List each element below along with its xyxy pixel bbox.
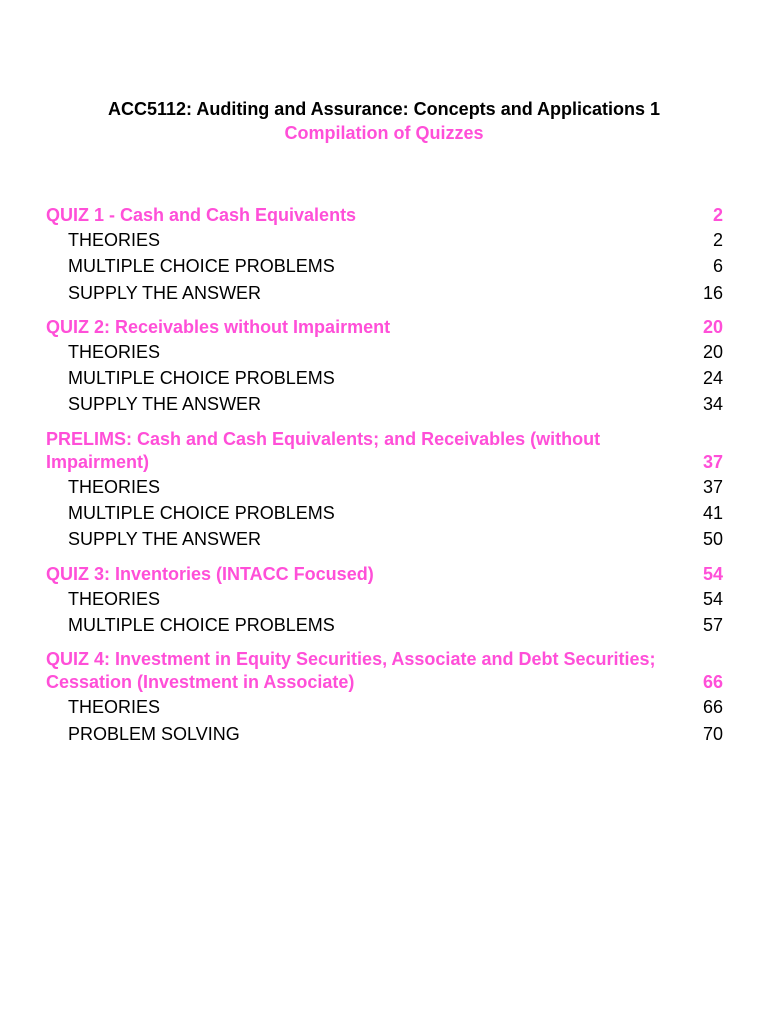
toc-entry-label: MULTIPLE CHOICE PROBLEMS — [68, 503, 335, 524]
toc-section — [46, 316, 723, 418]
toc-entry-label: THEORIES — [68, 341, 161, 362]
toc-section-heading[interactable] — [46, 204, 723, 227]
toc-section-heading[interactable] — [46, 563, 723, 586]
toc-entry[interactable] — [46, 280, 723, 306]
toc-entry-page-number: 37 — [702, 476, 723, 497]
toc-section-title: PRELIMS: Cash and Cash Equivalents; and Receivables (without Impairment) — [46, 428, 601, 472]
toc-entry-label: SUPPLY THE ANSWER — [68, 529, 262, 550]
toc-section-page-number: 37 — [702, 451, 723, 472]
toc-entry-page-number: 66 — [702, 697, 723, 718]
toc-section — [46, 648, 723, 747]
toc-entry[interactable] — [46, 391, 723, 417]
toc-entry[interactable] — [46, 526, 723, 552]
toc-section-title: QUIZ 3: Inventories (INTACC Focused) — [46, 563, 374, 584]
document-subtitle: Compilation of Quizzes — [284, 123, 484, 143]
toc-entry-label: THEORIES — [68, 476, 161, 497]
toc-section-page-number: 66 — [702, 672, 723, 693]
toc-entry-label: SUPPLY THE ANSWER — [68, 282, 262, 303]
toc-section-heading[interactable] — [46, 316, 723, 339]
toc-section-page-number: 2 — [712, 205, 723, 225]
toc-entry-page-number: 16 — [702, 282, 723, 303]
toc-section-page-number: 20 — [702, 316, 723, 337]
toc-section-title: QUIZ 4: Investment in Equity Securities, Associate and Debt Securities; Cessation (Investment in Associate) — [46, 649, 656, 693]
table-of-contents — [46, 204, 723, 757]
toc-entry-label: MULTIPLE CHOICE PROBLEMS — [68, 614, 335, 635]
toc-entry-page-number: 24 — [702, 368, 723, 389]
toc-entry-page-number: 20 — [702, 341, 723, 362]
toc-entry[interactable] — [46, 500, 723, 526]
toc-section-heading[interactable] — [46, 648, 723, 694]
toc-entry-label: PROBLEM SOLVING — [68, 723, 240, 744]
toc-section-title: QUIZ 2: Receivables without Impairment — [46, 316, 391, 337]
toc-entry[interactable] — [46, 227, 723, 253]
toc-entry[interactable] — [46, 694, 723, 720]
toc-entry-page-number: 54 — [702, 588, 723, 609]
toc-entry[interactable] — [46, 721, 723, 747]
toc-section-title: QUIZ 1 - Cash and Cash Equivalents — [46, 205, 357, 225]
toc-section — [46, 428, 723, 553]
toc-entry-page-number: 50 — [702, 529, 723, 550]
toc-section-page-number: 54 — [702, 563, 723, 584]
document-title: ACC5112: Auditing and Assurance: Concepts and Applications 1 — [107, 99, 661, 119]
toc-entry[interactable] — [46, 612, 723, 638]
toc-entry-page-number: 34 — [702, 394, 723, 415]
toc-section — [46, 563, 723, 639]
toc-entry-page-number: 70 — [702, 723, 723, 744]
toc-entry[interactable] — [46, 474, 723, 500]
toc-entry-page-number: 41 — [702, 503, 723, 524]
toc-entry-label: THEORIES — [68, 588, 161, 609]
toc-section-heading[interactable] — [46, 428, 723, 474]
toc-entry[interactable] — [46, 253, 723, 279]
toc-entry-page-number: 57 — [702, 614, 723, 635]
toc-entry-label: THEORIES — [68, 697, 161, 718]
toc-entry-label: MULTIPLE CHOICE PROBLEMS — [68, 256, 335, 277]
toc-entry-page-number: 2 — [712, 230, 723, 250]
toc-entry-label: THEORIES — [68, 230, 161, 250]
toc-entry-label: MULTIPLE CHOICE PROBLEMS — [68, 368, 335, 389]
document-header — [0, 97, 768, 145]
toc-entry-label: SUPPLY THE ANSWER — [68, 394, 262, 415]
toc-entry-page-number: 6 — [712, 256, 723, 277]
toc-entry[interactable] — [46, 365, 723, 391]
toc-entry[interactable] — [46, 586, 723, 612]
toc-entry[interactable] — [46, 339, 723, 365]
toc-section — [46, 204, 723, 306]
